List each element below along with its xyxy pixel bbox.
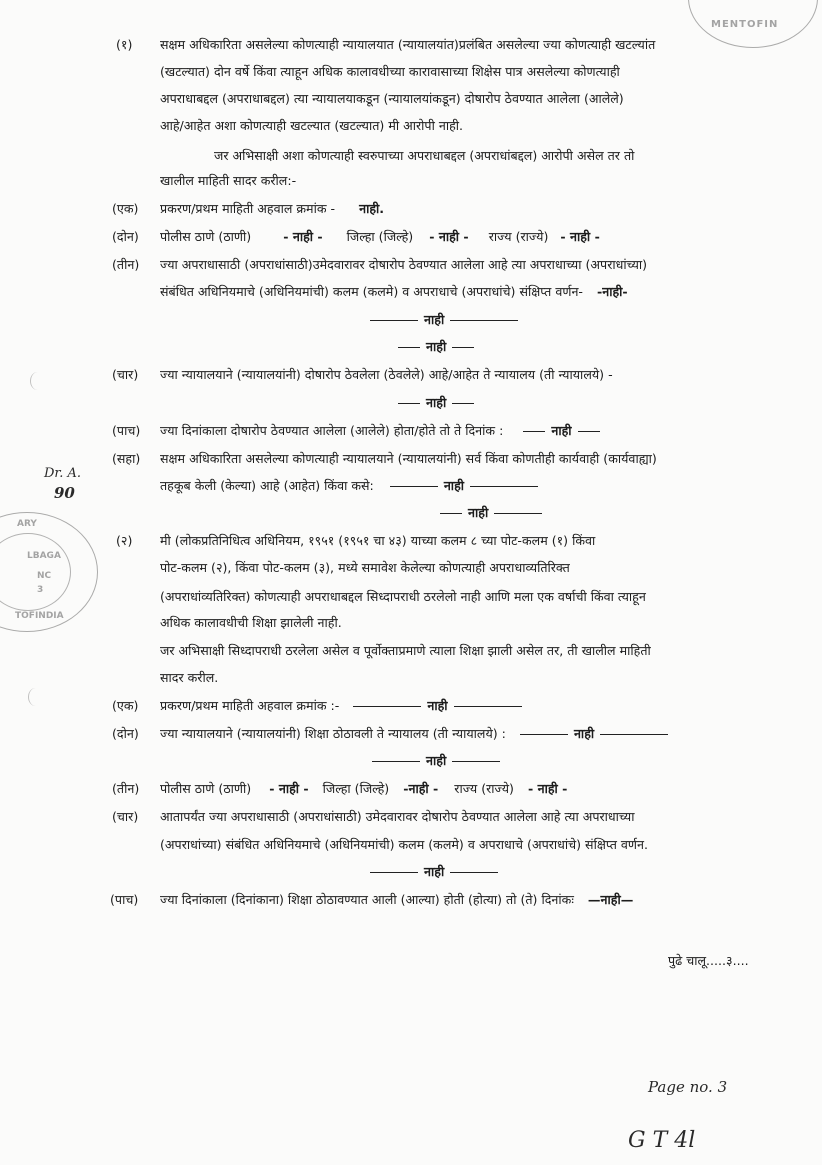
stamp-text: MENTOFIN <box>711 19 779 30</box>
s2-teen-label: (तीन) <box>112 781 140 796</box>
s2-pach-label: (पाच) <box>110 892 139 907</box>
margin-note-line2: 90 <box>54 484 75 502</box>
s2-line-4: अधिक कालावधीची शिक्षा झालेली नाही. <box>160 615 342 630</box>
s2-ek-label: (एक) <box>112 698 139 713</box>
s1-saha-line-1: सक्षम अधिकारिता असलेल्या कोणत्याही न्यायालयाने (न्यायालयांनी) सर्व किंवा कोणतीही कार्यवाही (कार्यवाह्या) <box>160 451 657 466</box>
handwritten-signature: G T 4l <box>628 1128 696 1153</box>
s1-line-4: आहे/आहेत अशा कोणत्याही खटल्यात (खटल्यात) मी आरोपी नाही. <box>160 118 464 133</box>
s1-teen-line-1: ज्या अपराधासाठी (अपराधांसाठी)उमेदवारावर दोषारोप ठेवण्यात आलेला आहे त्या अपराधाच्या (अपराधांच्या) <box>160 257 648 272</box>
s1-char-label: (चार) <box>112 367 139 382</box>
s1-don-item: पोलीस ठाणे (ठाणी) - नाही - जिल्हा (जिल्हे) - नाही - राज्य (राज्ये) - नाही - <box>160 229 600 244</box>
s1-saha-line-2: तहकूब केली (केल्या) आहे (आहेत) किंवा कसे: नाही <box>160 477 544 495</box>
s1-char-nahi: नाही <box>392 394 480 412</box>
s1-teen-nahi-a: नाही <box>364 311 524 329</box>
s2-don-item: ज्या न्यायालयाने (न्यायालयांनी) शिक्षा ठोठावली ते न्यायालय (ती न्यायालये) : नाही <box>160 725 674 743</box>
s1-line-1: सक्षम अधिकारिता असलेल्या कोणत्याही न्यायालयात (न्यायालयांत)प्रलंबित असलेल्या ज्या कोणत्याही खटल्यांत <box>160 37 656 52</box>
s1-pach-label: (पाच) <box>112 423 141 438</box>
s1-saha-label: (सहा) <box>112 451 141 466</box>
punch-mark <box>28 688 43 706</box>
margin-note-line1: Dr. A. <box>44 466 81 481</box>
s2-para-line-2: सादर करील. <box>160 670 219 685</box>
s2-pach-item: ज्या दिनांकाला (दिनांकाना) शिक्षा ठोठावण्यात आली (आल्या) होती (होत्या) तो (ते) दिनांकः —नाही— <box>160 892 634 907</box>
office-seal-stamp-top <box>688 0 818 48</box>
continued-note: पुढे चालू.....३.... <box>668 953 749 968</box>
s1-line-3: अपराधाबद्दल (अपराधाबद्दल) त्या न्यायालयाकडून (न्यायालयांकडून) दोषारोप ठेवण्यात आलेला (आलेले) <box>160 91 624 106</box>
s1-teen-label: (तीन) <box>112 257 140 272</box>
s1-para-line-2: खालील माहिती सादर करील:- <box>160 173 297 188</box>
s1-teen-line-2: संबंधित अधिनियमाचे (अधिनियमांची) कलम (कलमे) व अपराधाचे (अपराधांचे) संक्षिप्त वर्णन- -नाही- <box>160 284 628 299</box>
s2-para-line-1: जर अभिसाक्षी सिध्दापराधी ठरलेला असेल व पूर्वोक्ताप्रमाणे त्याला शिक्षा झाली असेल तर, ती खालील माहिती <box>160 643 651 658</box>
s2-char-line-1: आतापर्यंत ज्या अपराधासाठी (अपराधांसाठी) उमेदवारावर दोषारोप ठेवण्यात आलेला आहे त्या अपराधाच्या <box>160 809 635 824</box>
notary-seal-stamp-left: ARY LBAGA NC 3 TOFINDIA <box>0 512 98 632</box>
s1-saha-nahi: नाही <box>434 504 548 522</box>
s1-para-line-1: जर अभिसाक्षी अशा कोणत्याही स्वरुपाच्या अपराधाबद्दल (अपराधांबद्दल) आरोपी असेल तर तो <box>214 148 635 163</box>
s1-ek-item: प्रकरण/प्रथम माहिती अहवाल क्रमांक - नाही. <box>160 201 385 216</box>
s2-char-nahi: नाही <box>364 863 504 881</box>
s1-ek-label: (एक) <box>112 201 139 216</box>
s2-char-line-2: (अपराधांच्या) संबंधित अधिनियमाचे (अधिनियमांची) कलम (कलमे) व अपराधाचे (अपराधांचे) संक्षिप्त वर्णन. <box>160 837 649 852</box>
s1-line-2: (खटल्यात) दोन वर्षे किंवा त्याहून अधिक कालावधीच्या कारावासाच्या शिक्षेस पात्र असलेल्या कोणत्याही <box>160 64 620 79</box>
s2-line-2: पोट-कलम (२), किंवा पोट-कलम (३), मध्ये समावेश केलेल्या कोणत्याही अपराधाव्यतिरिक्त <box>160 560 570 575</box>
s1-char-text: ज्या न्यायालयाने (न्यायालयांनी) दोषारोप ठेवलेला (ठेवलेले) आहे/आहेत ते न्यायालय (ती न्यायालये) - <box>160 367 613 382</box>
handwritten-page-number: Page no. 3 <box>648 1078 728 1096</box>
s1-ek-value: नाही. <box>359 201 385 216</box>
punch-mark <box>30 372 45 390</box>
s2-ek-item: प्रकरण/प्रथम माहिती अहवाल क्रमांक :- नाही <box>160 697 528 715</box>
section-2-number: (२) <box>116 533 133 548</box>
s1-pach-item: ज्या दिनांकाला दोषारोप ठेवण्यात आलेला (आलेले) होता/होते तो ते दिनांक : नाही <box>160 422 606 440</box>
s2-char-label: (चार) <box>112 809 139 824</box>
s2-teen-item: पोलीस ठाणे (ठाणी) - नाही - जिल्हा (जिल्हे) -नाही - राज्य (राज्ये) - नाही - <box>160 781 568 796</box>
s2-line-3: (अपराधांव्यतिरिक्त) कोणत्याही अपराधाबद्दल सिध्दापराधी ठरलेलो नाही आणि मला एक वर्षाची किंवा त्याहून <box>160 589 646 604</box>
section-1-number: (१) <box>116 37 133 52</box>
s2-line-1: मी (लोकप्रतिनिधित्व अधिनियम, १९५१ (१९५१ चा ४३) याच्या कलम ८ च्या पोट-कलम (१) किंवा <box>160 533 596 548</box>
s1-don-label: (दोन) <box>112 229 139 244</box>
s1-teen-nahi-b: नाही <box>392 338 480 356</box>
s2-don-nahi: नाही <box>366 752 506 770</box>
s2-don-label: (दोन) <box>112 726 139 741</box>
